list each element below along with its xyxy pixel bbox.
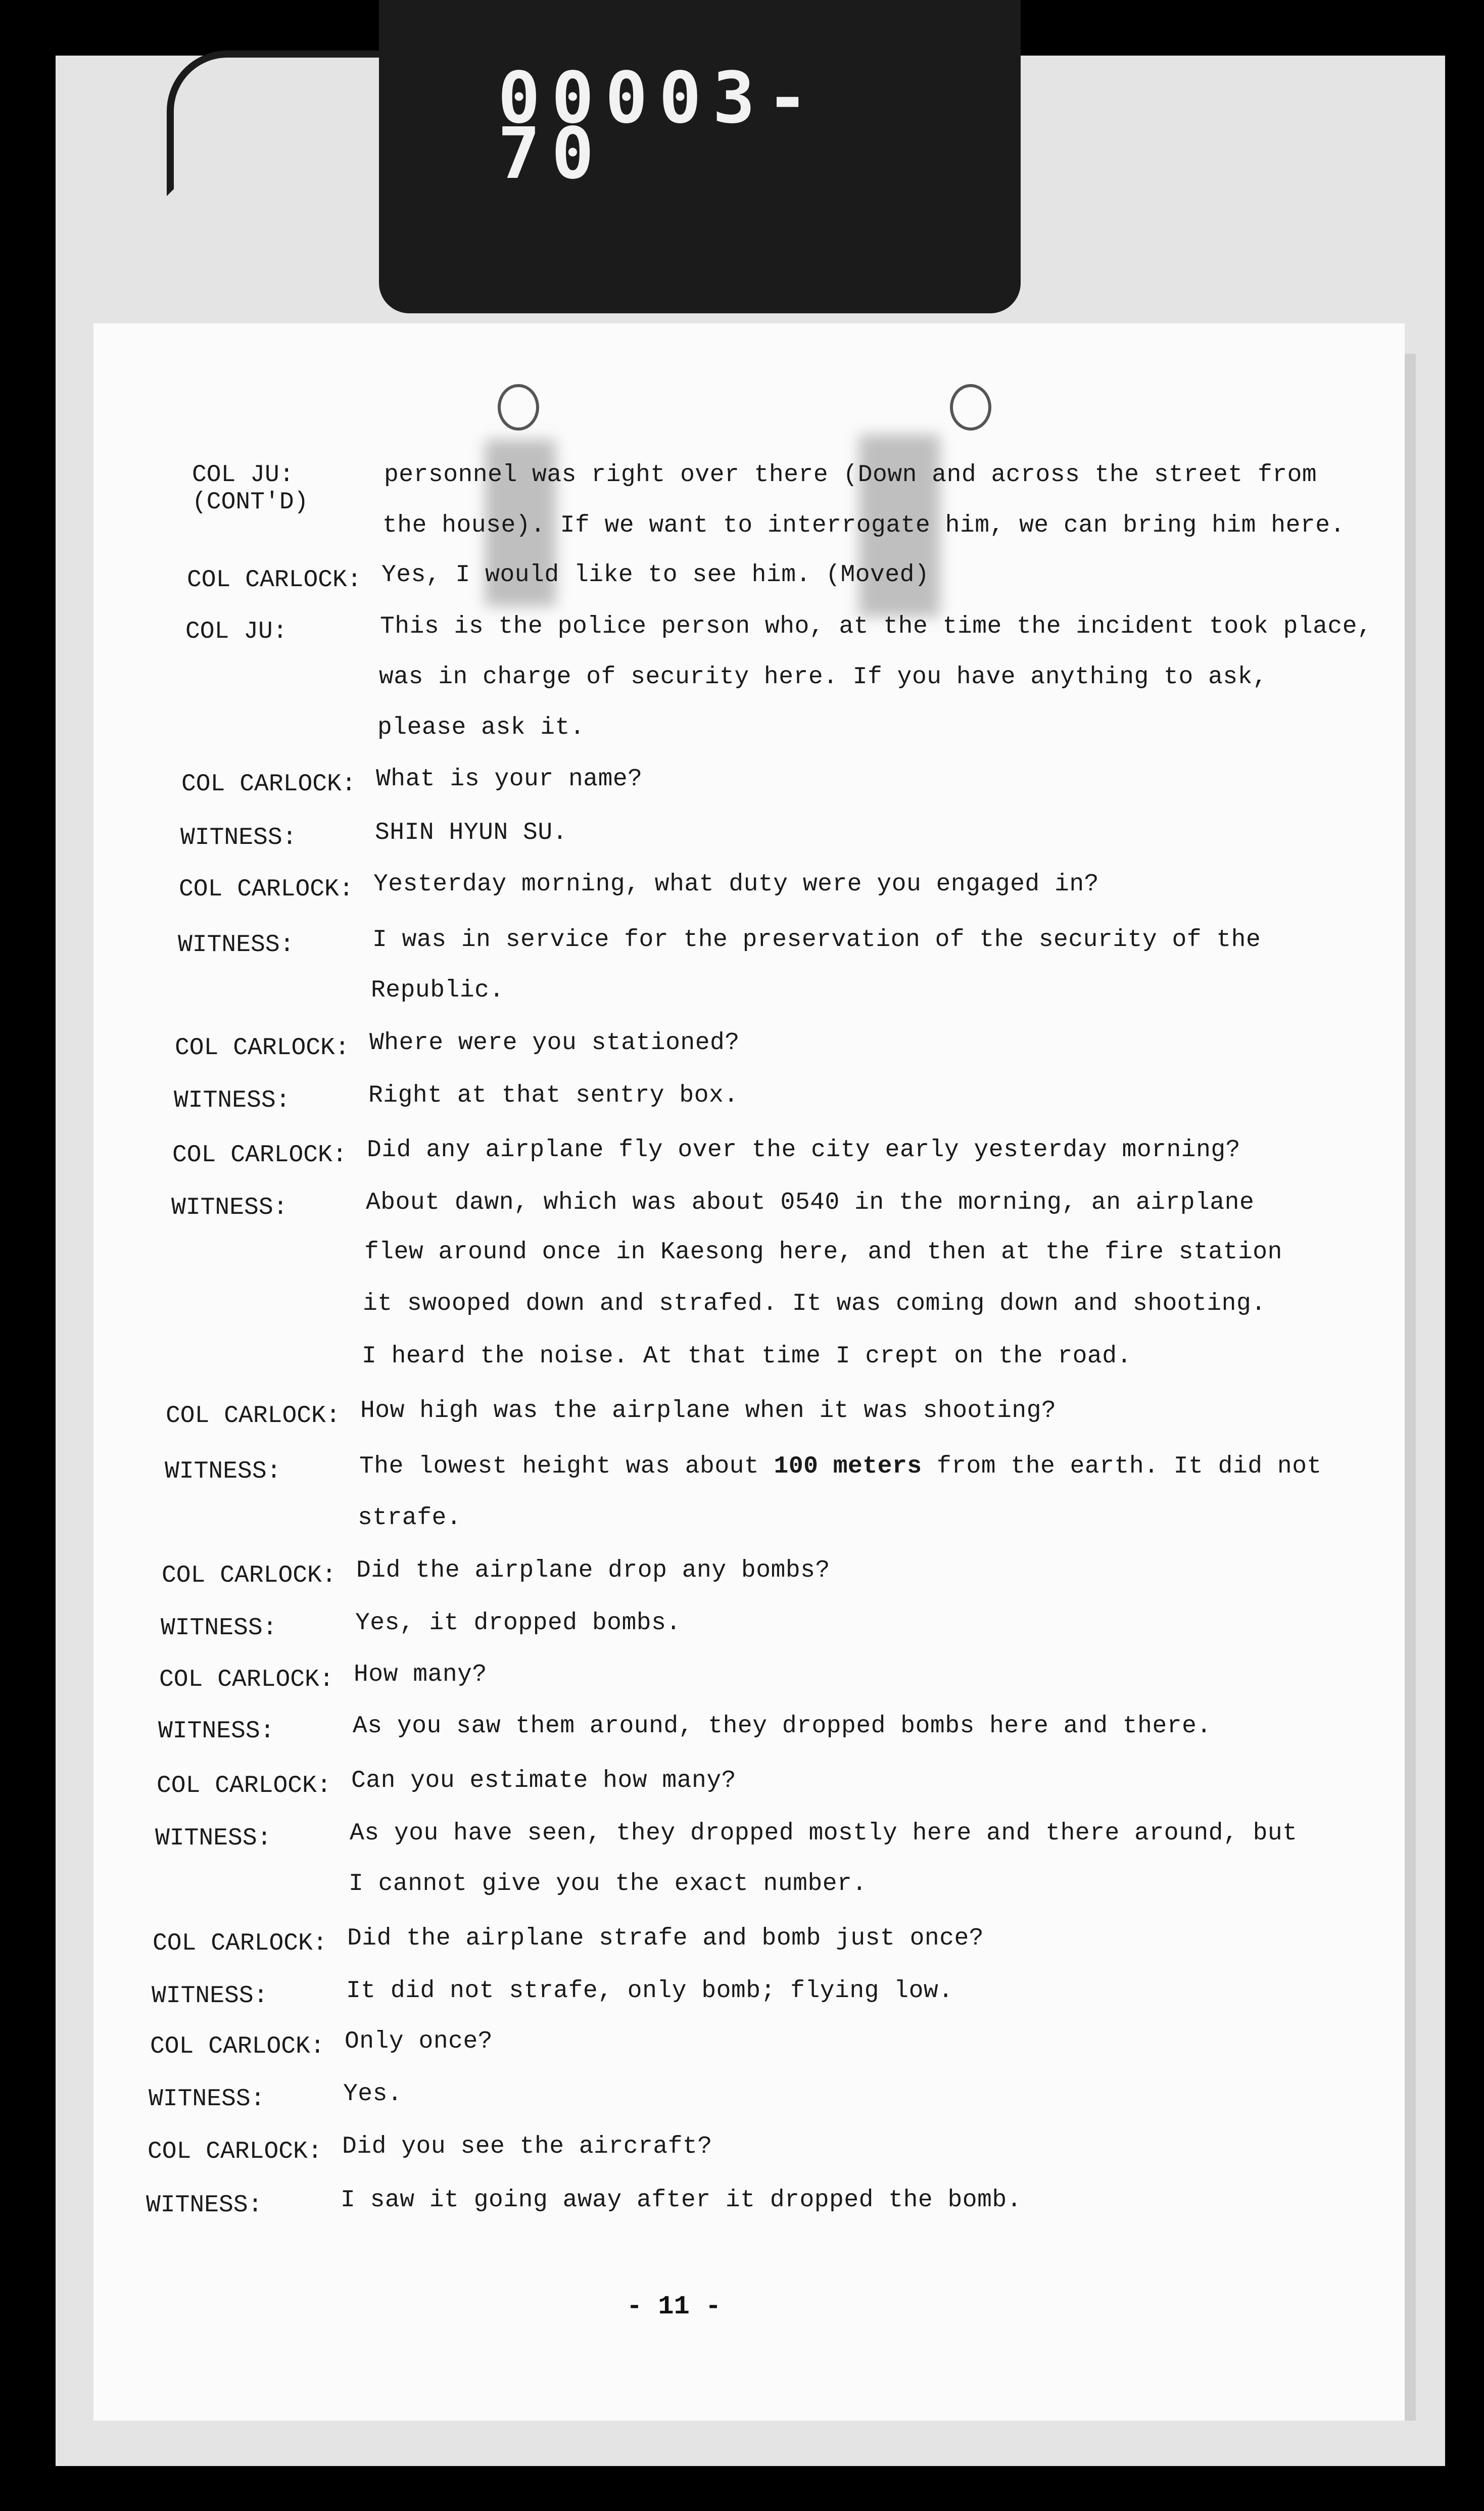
transcript-line: Yes. bbox=[343, 2080, 403, 2108]
speaker-label: WITNESS: bbox=[149, 2086, 265, 2113]
speaker-label: COL CARLOCK: bbox=[181, 771, 356, 798]
transcript-line bbox=[359, 1452, 1322, 1481]
speaker-label: COL CARLOCK: bbox=[162, 1562, 337, 1589]
transcript-line: I saw it going away after it dropped the bomb. bbox=[341, 2187, 1022, 2214]
transcript-line: SHIN HYUN SU. bbox=[375, 819, 567, 846]
transcript-line: Yes, it dropped bombs. bbox=[355, 1609, 681, 1637]
page-number: - 11 - bbox=[627, 2292, 722, 2322]
speaker-label: WITNESS: bbox=[158, 1718, 275, 1745]
speaker-label: COL CARLOCK: bbox=[148, 2138, 322, 2165]
archive-counter: 00003-70 bbox=[498, 57, 820, 195]
transcript-line: the house). If we want to interrogate him, we can bring him here. bbox=[382, 512, 1345, 539]
transcript-line: Did you see the aircraft? bbox=[342, 2133, 712, 2160]
punch-hole-right bbox=[950, 384, 991, 431]
transcript-line: I cannot give you the exact number. bbox=[349, 1870, 867, 1898]
speaker-label: WITNESS: bbox=[161, 1615, 277, 1642]
speaker-label: COL CARLOCK: bbox=[166, 1402, 341, 1430]
transcript-line: was in charge of security here. If you have anything to ask, bbox=[379, 664, 1268, 691]
punch-hole-left bbox=[498, 384, 539, 431]
speaker-label: COL CARLOCK: bbox=[172, 1142, 347, 1169]
continuation-marker: (CONT'D) bbox=[192, 489, 309, 516]
transcript-line: please ask it. bbox=[377, 714, 585, 741]
transcript-line: Yes, I would like to see him. (Moved) bbox=[381, 561, 930, 589]
paper-edge bbox=[1405, 354, 1416, 2421]
transcript-line: Did any airplane fly over the city early yesterday morning? bbox=[367, 1136, 1240, 1164]
transcript-line: strafe. bbox=[358, 1504, 462, 1532]
line-text: from the earth. It did not bbox=[922, 1453, 1322, 1480]
speaker-label: WITNESS: bbox=[178, 931, 295, 959]
transcript-line: As you have seen, they dropped mostly here and there around, but bbox=[350, 1820, 1298, 1847]
transcript-line: This is the police person who, at the time the incident took place, bbox=[380, 613, 1372, 640]
transcript-line: How high was the airplane when it was shooting? bbox=[360, 1397, 1057, 1425]
transcript-line: Where were you stationed? bbox=[369, 1029, 740, 1057]
transcript-line: As you saw them around, they dropped bombs here and there. bbox=[353, 1713, 1212, 1740]
document-clamp bbox=[379, 0, 1021, 313]
transcript-line: About dawn, which was about 0540 in the morning, an airplane bbox=[366, 1189, 1255, 1216]
speaker-label: WITNESS: bbox=[174, 1087, 291, 1114]
speaker-label: WITNESS: bbox=[155, 1825, 272, 1852]
speaker-label: WITNESS: bbox=[165, 1458, 281, 1485]
transcript-line: It did not strafe, only bomb; flying low. bbox=[346, 1977, 953, 2005]
transcript-line: What is your name? bbox=[376, 766, 643, 793]
transcript-line: Can you estimate how many? bbox=[351, 1767, 736, 1794]
speaker-label: WITNESS: bbox=[146, 2192, 263, 2219]
transcript-line: Yesterday morning, what duty were you engaged in? bbox=[373, 871, 1099, 898]
transcript-line: I was in service for the preservation of the security of the bbox=[372, 926, 1261, 954]
speaker-label: WITNESS: bbox=[152, 1982, 268, 2010]
speaker-label: COL CARLOCK: bbox=[187, 566, 362, 594]
transcript-line: Did the airplane drop any bombs? bbox=[356, 1557, 830, 1584]
transcript-line: Right at that sentry box. bbox=[368, 1082, 739, 1109]
speaker-label: COL CARLOCK: bbox=[153, 1930, 327, 1957]
transcript-line: personnel was right over there (Down and across the street from bbox=[384, 461, 1317, 489]
clamp-cord bbox=[167, 51, 403, 196]
speaker-label: COL JU: bbox=[185, 618, 288, 645]
speaker-label: COL CARLOCK: bbox=[175, 1034, 350, 1062]
speaker-label: COL CARLOCK: bbox=[157, 1772, 331, 1799]
line-text: The lowest height was about bbox=[359, 1453, 774, 1480]
speaker-label: WITNESS: bbox=[180, 824, 297, 851]
speaker-label: WITNESS: bbox=[171, 1194, 288, 1221]
transcript-line: Only once? bbox=[345, 2028, 493, 2055]
speaker-label: COL CARLOCK: bbox=[159, 1666, 334, 1693]
speaker-label: COL CARLOCK: bbox=[150, 2033, 325, 2060]
speaker-label: COL CARLOCK: bbox=[179, 876, 354, 903]
transcript-line: Did the airplane strafe and bomb just once? bbox=[347, 1925, 984, 1952]
continuation-speaker: COL JU: bbox=[192, 461, 294, 489]
transcript-line: How many? bbox=[354, 1661, 487, 1688]
transcript-line: Republic. bbox=[371, 977, 504, 1004]
transcript-line: flew around once in Kaesong here, and then at the fire station bbox=[364, 1239, 1282, 1266]
transcript-line: I heard the noise. At that time I crept on the road. bbox=[362, 1343, 1132, 1370]
line-text-emphasis: 100 meters bbox=[774, 1453, 922, 1480]
transcript-line: it swooped down and strafed. It was coming down and shooting. bbox=[363, 1290, 1266, 1317]
